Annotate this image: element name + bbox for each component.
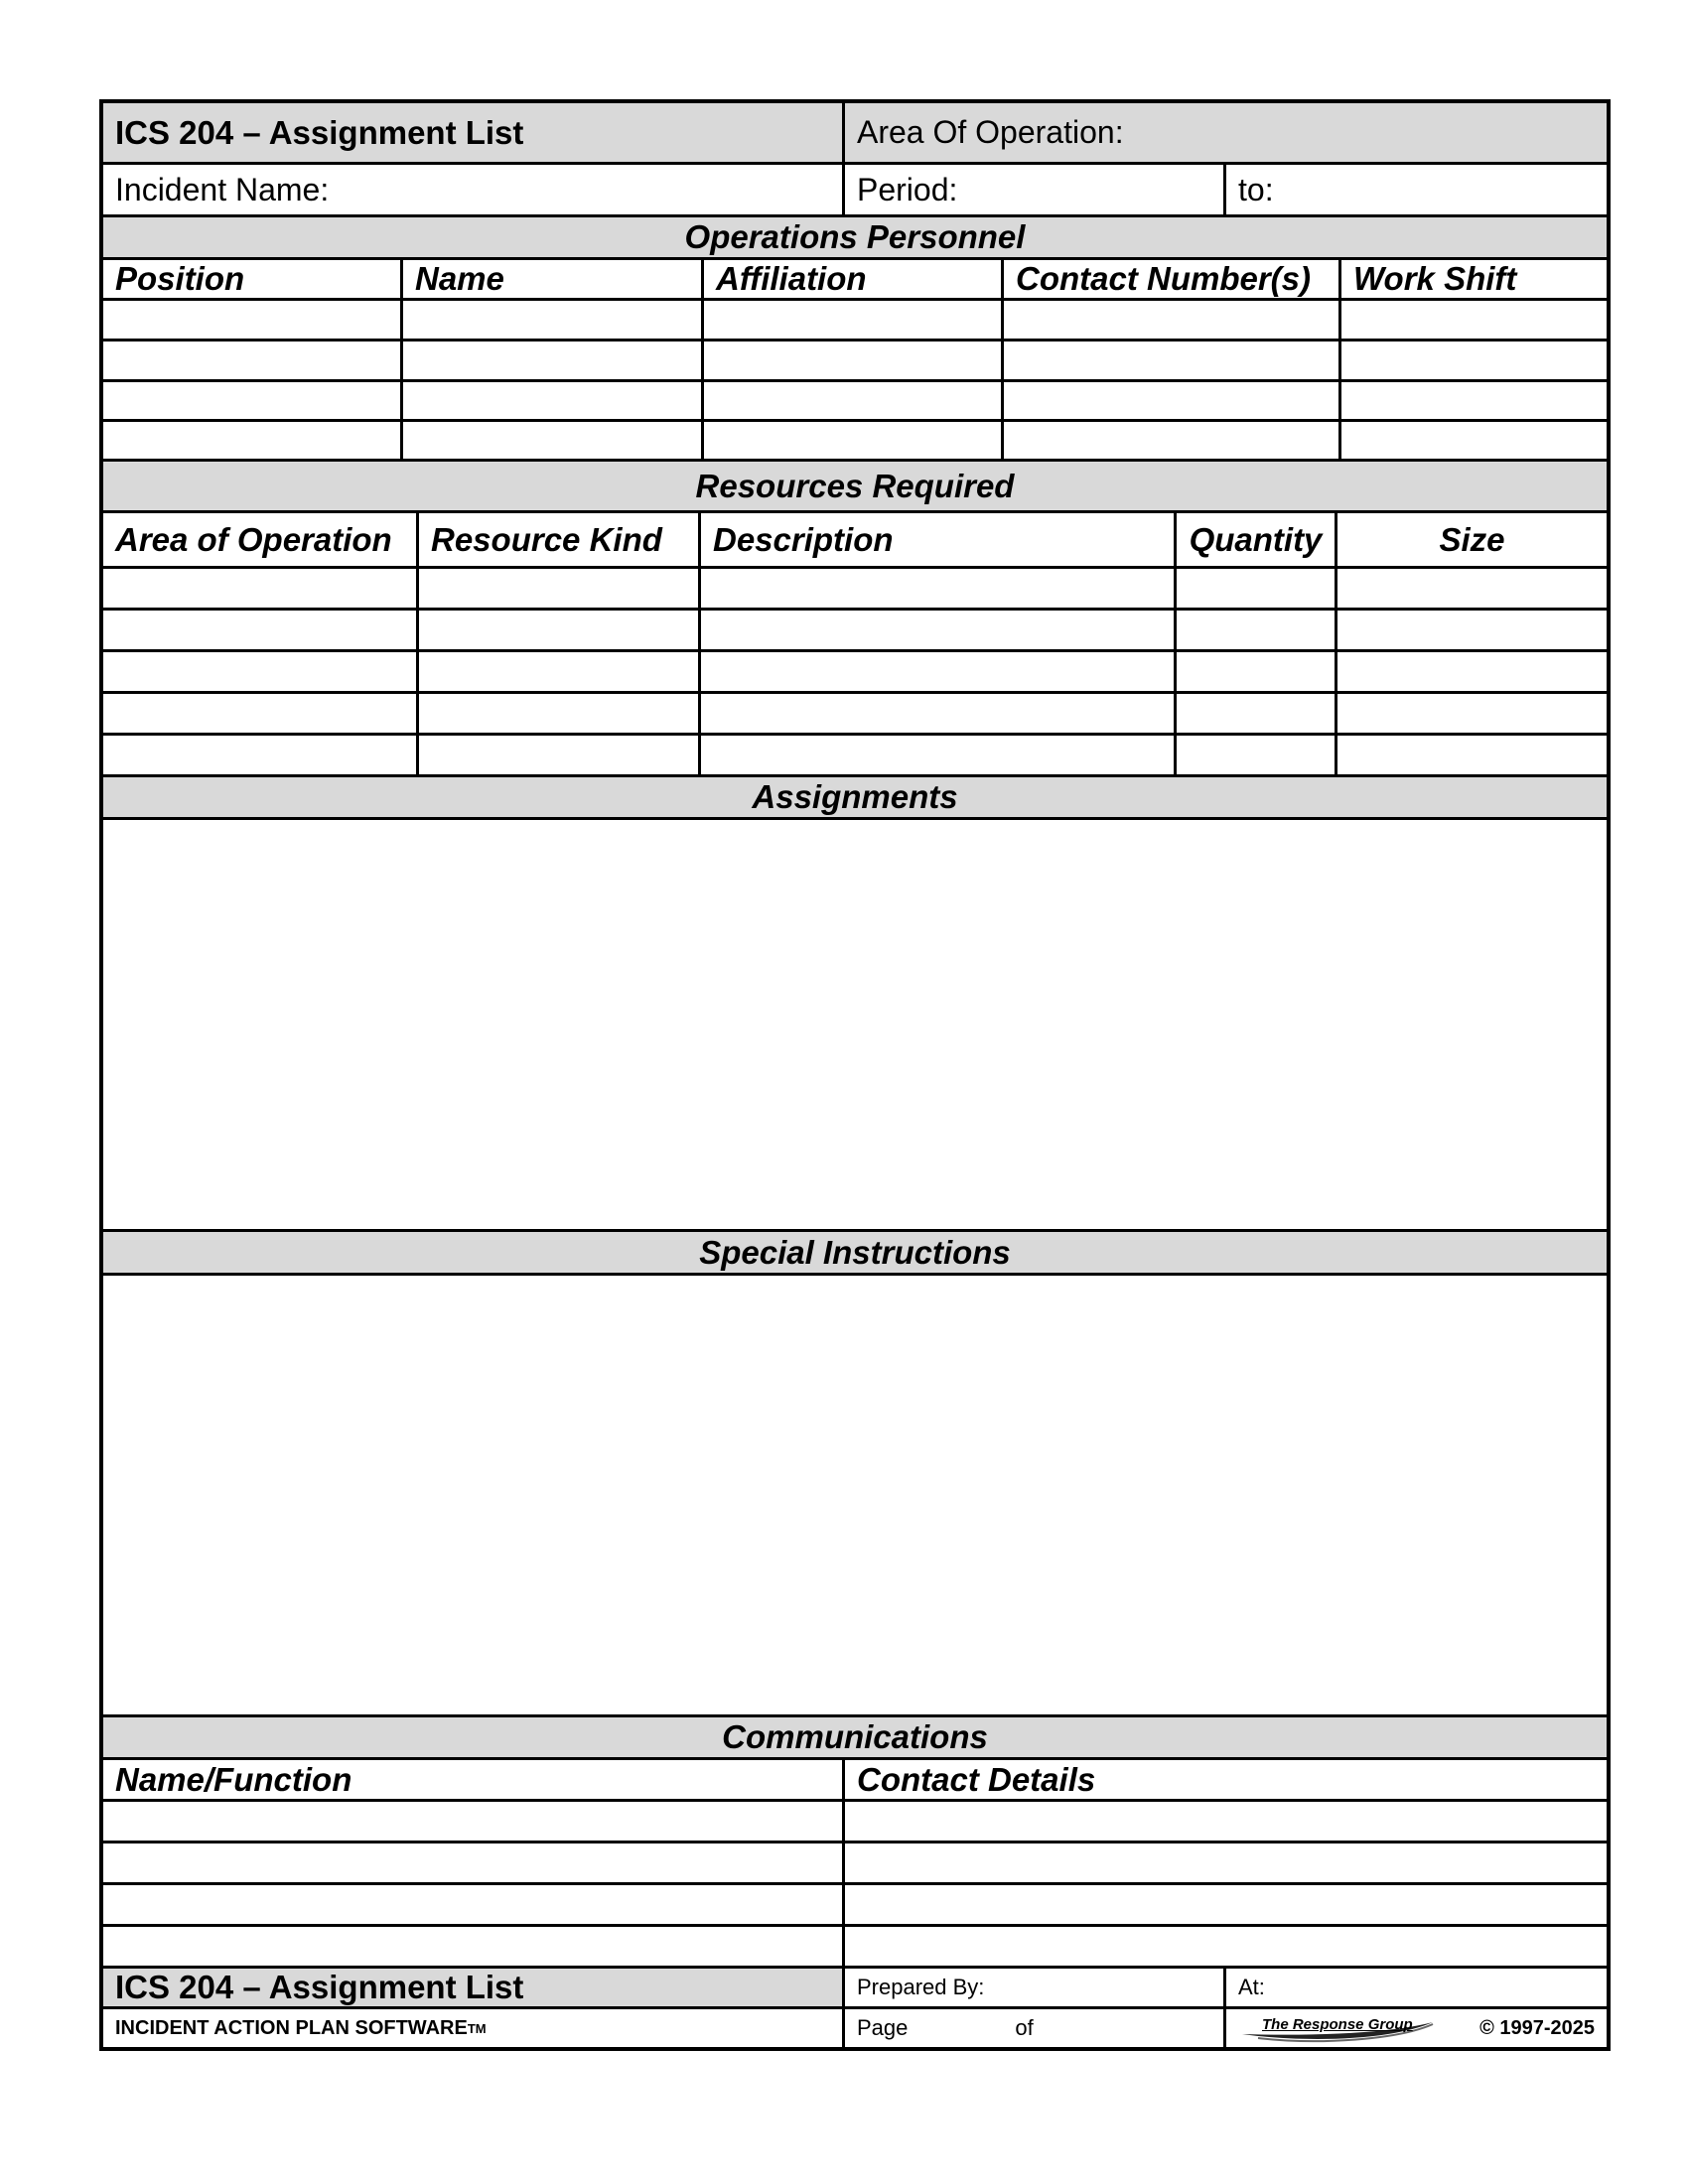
resources-required-section bbox=[103, 462, 1607, 513]
name-function-cell[interactable] bbox=[103, 1885, 845, 1924]
column-name: Name bbox=[403, 260, 704, 298]
form-header-row bbox=[103, 103, 1607, 165]
software-label bbox=[103, 2009, 845, 2047]
operations-personnel-section bbox=[103, 217, 1607, 260]
resources-required-header-row bbox=[103, 513, 1607, 569]
position-cell[interactable] bbox=[103, 422, 403, 459]
assignments-section bbox=[103, 777, 1607, 820]
affiliation-cell[interactable] bbox=[704, 422, 1004, 459]
work-shift-cell[interactable] bbox=[1341, 382, 1607, 419]
work-shift-cell[interactable] bbox=[1341, 301, 1607, 339]
area-of-operation-cell[interactable] bbox=[103, 611, 419, 649]
column-description: Description bbox=[701, 513, 1177, 566]
table-row bbox=[103, 301, 1607, 341]
size-cell[interactable] bbox=[1337, 652, 1607, 691]
column-work-shift: Work Shift bbox=[1353, 260, 1517, 297]
column-contact-details: Contact Details bbox=[857, 1760, 1096, 1798]
affiliation-cell[interactable] bbox=[704, 382, 1004, 419]
contact-numbers-cell[interactable] bbox=[1004, 301, 1341, 339]
form-title: ICS 204 – Assignment List bbox=[103, 103, 845, 162]
communications-header-row bbox=[103, 1760, 1607, 1802]
communications-section bbox=[103, 1717, 1607, 1760]
ics-204-form bbox=[99, 99, 1611, 2051]
assignments-text-area[interactable] bbox=[103, 820, 1607, 1232]
position-cell[interactable] bbox=[103, 382, 403, 419]
size-cell[interactable] bbox=[1337, 611, 1607, 649]
table-row bbox=[103, 341, 1607, 382]
position-cell[interactable] bbox=[103, 301, 403, 339]
name-function-cell[interactable] bbox=[103, 1802, 845, 1841]
column-name-function: Name/Function bbox=[103, 1760, 845, 1799]
footer-row-2 bbox=[103, 2009, 1607, 2047]
name-cell[interactable] bbox=[403, 422, 704, 459]
logo-text: The Response Group bbox=[1262, 2015, 1413, 2033]
quantity-cell[interactable] bbox=[1177, 652, 1337, 691]
contact-numbers-cell[interactable] bbox=[1004, 382, 1341, 419]
work-shift-cell[interactable] bbox=[1341, 341, 1607, 379]
table-row bbox=[103, 1802, 1607, 1843]
contact-details-cell[interactable] bbox=[845, 1802, 1607, 1841]
name-cell[interactable] bbox=[403, 341, 704, 379]
quantity-cell[interactable] bbox=[1177, 694, 1337, 733]
table-row bbox=[103, 1843, 1607, 1885]
name-cell[interactable] bbox=[403, 301, 704, 339]
column-affiliation: Affiliation bbox=[704, 260, 1004, 298]
assignments-title: Assignments bbox=[752, 778, 958, 815]
communications-title: Communications bbox=[722, 1718, 988, 1755]
column-quantity: Quantity bbox=[1177, 513, 1337, 566]
prepared-at-field[interactable]: At: bbox=[1238, 1975, 1265, 1999]
area-of-operation-cell[interactable] bbox=[103, 652, 419, 691]
contact-numbers-cell[interactable] bbox=[1004, 422, 1341, 459]
software-name: INCIDENT ACTION PLAN SOFTWARE bbox=[115, 2016, 468, 2039]
affiliation-cell[interactable] bbox=[704, 301, 1004, 339]
name-cell[interactable] bbox=[403, 382, 704, 419]
of-label: of bbox=[1015, 2015, 1034, 2040]
size-cell[interactable] bbox=[1337, 694, 1607, 733]
area-of-operation-cell[interactable] bbox=[103, 736, 419, 774]
prepared-by-field[interactable]: Prepared By: bbox=[845, 1969, 1226, 2006]
table-row bbox=[103, 1885, 1607, 1927]
page-label: Page bbox=[857, 2015, 909, 2040]
area-of-operation-field[interactable]: Area Of Operation: bbox=[857, 114, 1124, 150]
resource-kind-cell[interactable] bbox=[419, 611, 701, 649]
description-cell[interactable] bbox=[701, 652, 1177, 691]
table-row bbox=[103, 611, 1607, 652]
resource-kind-cell[interactable] bbox=[419, 736, 701, 774]
response-group-logo bbox=[1238, 2012, 1437, 2044]
contact-details-cell[interactable] bbox=[845, 1843, 1607, 1882]
quantity-cell[interactable] bbox=[1177, 736, 1337, 774]
affiliation-cell[interactable] bbox=[704, 341, 1004, 379]
area-of-operation-cell[interactable] bbox=[103, 569, 419, 608]
contact-details-cell[interactable] bbox=[845, 1927, 1607, 1966]
copyright-text: © 1997-2025 bbox=[1479, 2016, 1595, 2039]
column-size: Size bbox=[1439, 520, 1505, 558]
size-cell[interactable] bbox=[1337, 569, 1607, 608]
period-field[interactable]: Period: bbox=[845, 165, 1226, 214]
size-cell[interactable] bbox=[1337, 736, 1607, 774]
quantity-cell[interactable] bbox=[1177, 611, 1337, 649]
description-cell[interactable] bbox=[701, 694, 1177, 733]
description-cell[interactable] bbox=[701, 611, 1177, 649]
quantity-cell[interactable] bbox=[1177, 569, 1337, 608]
table-row bbox=[103, 1927, 1607, 1969]
trademark-mark: TM bbox=[467, 2020, 487, 2036]
name-function-cell[interactable] bbox=[103, 1927, 845, 1966]
special-instructions-section bbox=[103, 1232, 1607, 1276]
resource-kind-cell[interactable] bbox=[419, 694, 701, 733]
area-of-operation-cell[interactable] bbox=[103, 694, 419, 733]
operations-personnel-title: Operations Personnel bbox=[684, 218, 1026, 255]
contact-numbers-cell[interactable] bbox=[1004, 341, 1341, 379]
table-row bbox=[103, 569, 1607, 611]
column-position: Position bbox=[103, 260, 403, 298]
description-cell[interactable] bbox=[701, 569, 1177, 608]
name-function-cell[interactable] bbox=[103, 1843, 845, 1882]
table-row bbox=[103, 382, 1607, 422]
footer-brand-cell bbox=[1226, 2009, 1607, 2047]
footer-form-title: ICS 204 – Assignment List bbox=[103, 1969, 845, 2006]
column-area-of-operation: Area of Operation bbox=[103, 513, 419, 566]
resource-kind-cell[interactable] bbox=[419, 652, 701, 691]
footer-row-1 bbox=[103, 1969, 1607, 2009]
table-row bbox=[103, 422, 1607, 462]
table-row bbox=[103, 652, 1607, 694]
incident-name-field[interactable]: Incident Name: bbox=[103, 165, 845, 214]
form-grid bbox=[103, 103, 1607, 2047]
page-number-field[interactable] bbox=[845, 2009, 1226, 2047]
period-to-field[interactable]: to: bbox=[1238, 171, 1274, 207]
column-resource-kind: Resource Kind bbox=[419, 513, 701, 566]
contact-details-cell[interactable] bbox=[845, 1885, 1607, 1924]
position-cell[interactable] bbox=[103, 341, 403, 379]
work-shift-cell[interactable] bbox=[1341, 422, 1607, 459]
description-cell[interactable] bbox=[701, 736, 1177, 774]
resources-required-title: Resources Required bbox=[695, 467, 1015, 504]
special-instructions-text-area[interactable] bbox=[103, 1276, 1607, 1717]
column-contact-numbers: Contact Number(s) bbox=[1004, 260, 1341, 298]
table-row bbox=[103, 736, 1607, 777]
table-row bbox=[103, 694, 1607, 736]
operations-personnel-header-row bbox=[103, 260, 1607, 301]
resource-kind-cell[interactable] bbox=[419, 569, 701, 608]
special-instructions-title: Special Instructions bbox=[699, 1233, 1011, 1271]
incident-row bbox=[103, 165, 1607, 217]
